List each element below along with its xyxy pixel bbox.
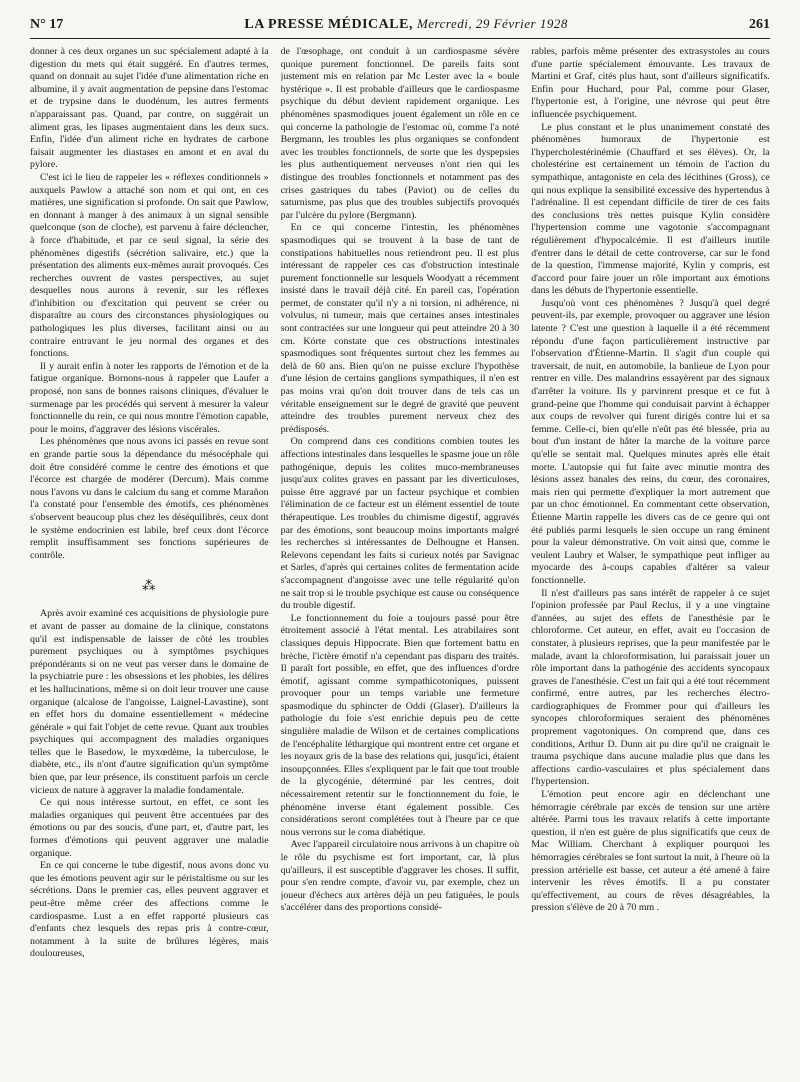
paragraph: En ce qui concerne le tube digestif, nous avons donc vu que les émotions peuvent agir sur le péristaltisme ou sur les sécrétions. Dans le premier cas, elles peuvent aggraver et peut-être même créer des affections comme le cardiospasme. Lust a en effet rapporté plusieurs cas d'enfants chez lesquels des repas pris à contre-cœur, notamment à la suite de brûlures légères, mais douloureuses,: [30, 860, 269, 960]
paragraph: Les phénomènes que nous avons ici passés en revue sont en grande partie sous la dépendance du mésocéphale qui doit être considéré comme le centre des émotions et que l'écorce est chargée de modérer (Dercum). Mais comme nous l'avons vu dans le calcium du sang et comme Marañon l'a constaté pour l'ensemble des émotifs, ces phénomènes s'observent beaucoup plus chez les déséquilibrés, ceux dont le système endocrinien est labile, bref ceux dont l'écorce remplit insuffisamment ses fonctions supérieures de contrôle.: [30, 436, 269, 561]
paragraph: rables, parfois même présenter des extrasystoles au cours d'une partie spécialement émouvante. Les travaux de Martini et Graf, cités plus haut, sont d'ailleurs significatifs. Enfin pour Huchard, pour Pal, comme pour Glaser, l'hypertonie est, à l'origine, une névrose qui peut être influencée psychiquement.: [531, 46, 770, 120]
header-rule: [30, 38, 770, 39]
paragraph: Il n'est d'ailleurs pas sans intérêt de rappeler à ce sujet l'opinion professée par Paul Reclus, il y a une vingtaine d'années, au sujet des effets de l'anesthésie par le chloroforme. Cet auteur, en effet, avait eu l'occasion de constater, à plusieurs reprises, que la peur manifestée par le malade, avant la chloroformisation, lui paraissait jouer un rôle important dans la pathogénie des accidents syncopaux graves de l'anesthésie. C'est un fait qui a été tout récemment confirmé, entre autres, par les recherches électro-cardiographiques de Frommer pour qui d'ailleurs les syncopes chloroformiques seraient des phénomènes proprement vagotoniques. On comprend que, dans ces conditions, Arthur D. Dunn ait pu dire qu'il ne craignait le trauma psychique dans aucune maladie plus que dans les affections cardio-vasculaires et plus spécialement dans l'hypertension.: [531, 587, 770, 788]
journal-name: LA PRESSE MÉDICALE,: [244, 17, 413, 32]
section-separator-asterism: ⁂: [141, 579, 157, 595]
column-3: [531, 46, 770, 1076]
paragraph: L'émotion peut encore agir en déclenchant une hémorragie cérébrale par excès de tension sur une artère altérée. Parmi tous les travaux relatifs à cette importante question, il n'en est guère de plus significatifs que ceux de Mac William. Cherchant à expliquer pourquoi les hémorragies cérébrales se font surtout la nuit, à l'heure où la pression artérielle est basse, cet auteur a été amené à faire intervenir les rêves émotifs. Il a pu constater qu'effectivement, au cours de rêves désagréables, la pression s'élève de 20 à 70 mm .: [531, 789, 770, 914]
paragraph: Il y aurait enfin à noter les rapports de l'émotion et de la fatigue organique. Bornons-nous à rappeler que Laufer a proposé, non sans de bonnes raisons cliniques, d'évaluer le surmenage par les procédés qui servent à mesurer la valeur fonctionnelle du rein, ce qui nous montre l'émotion capable, pour le moins, d'aggraver des lésions viscérales.: [30, 360, 269, 435]
paragraph: En ce qui concerne l'intestin, les phénomènes spasmodiques qui se trouvent à la base de tant de constipations habituelles nous retiendront peu. Il est plus intéressant de rappeler ces cas d'obstruction intestinale purement fonctionnelle sur lesquels Woodyatt a récemment insisté dans le travail déjà cité. En pareil cas, l'opération permet, de constater qu'il n'y a ni torsion, ni adhérence, ni volvulus, ni tumeur, mais que certaines anses intestinales sont contractées sur une longueur qui peut atteindre 20 à 30 cm. Kórte constate que ces obstructions intestinales spasmodiques sont fréquentes surtout chez les femmes au delà de 60 ans. Bien qu'on ne puisse exclure l'hypothèse d'une lésion de certains ganglions sympathiques, il n'en est pas moins vrai qu'on doit trouver dans de tels cas un véritable enseignement sur le degré de gravité que peuvent atteindre des troubles purement nerveux chez des prédisposés.: [280, 222, 520, 435]
column-1: [30, 46, 269, 1076]
paragraph: Après avoir examiné ces acquisitions de physiologie pure et avant de passer au domaine de la clinique, constatons qu'il est indispensable de laisser de côté les troubles purement psychiques ou à symptômes psychiques prépondérants si on ne veut pas verser dans le domaine de la psychiatrie pure : les obsessions et les phobies, les délires et les hallucinations, même si on doit leur trouver une cause organique (alcalose de l'angoisse, Laignel-Lavastine), sont en effet hors du domaine essentiellement « médecine générale » qui fait l'objet de cette revue. Quant aux troubles psychiques qui accompagnent des maladies organiques telles que le Basedow, le myxœdème, la tuberculose, le diabète, etc., ils n'ont d'autre signification qu'un symptôme bien que, par leur présence, ils constituent parfois un cercle vicieux de nature à aggraver la maladie fondamentale.: [30, 608, 269, 796]
page-number: 261: [748, 17, 770, 32]
issue-number: N° 17: [30, 17, 64, 32]
running-header: [30, 16, 770, 36]
paragraph: Le fonctionnement du foie a toujours passé pour être étroitement associé à l'état mental. Les atrabilaires sont classiques depuis Hippocrate. Bien que fortement battu en brèche, l'ictère émotif n'a cependant pas disparu des traités. Il paraît fort possible, en effet, que des influences d'ordre émotif, agissant comme sympathicotoniques, puissent provoquer pour un temps variable une fermeture spasmodique du sphincter de Oddi (Glaser). D'ailleurs la pathologie du foie s'est enrichie depuis peu de cette singulière maladie de Wilson et de certaines complications de l'encéphalite léthargique qui montrent entre cet organe et les noyaux gris de la base des relations qui, jusqu'ici, étaient insoupçonnées. Elles s'expliquent par le fait que tout trouble de la glycogénie, déterminé par les centres, doit nécessairement retentir sur le fonctionnement du foie, le phénomène inverse étant également possible. Ces considérations seront complétées tout à l'heure par ce que nous verrons sur le coma diabétique.: [280, 612, 520, 838]
paragraph: Ce qui nous intéresse surtout, en effet, ce sont les maladies organiques qui peuvent être accentuées par des émotions ou par des soucis, d'une part, et, d'autre part, les formes d'émotions qui peuvent aggraver une maladie organique.: [30, 797, 269, 859]
paragraph: Avec l'appareil circulatoire nous arrivons à un chapitre où le rôle du psychisme est fort important, car, là plus qu'ailleurs, il est susceptible d'aggraver les choses. Il suffit, pour s'en rendre compte, d'avoir vu, par exemple, chez un joueur d'échecs aux artères déjà un peu fatiguées, le pouls s'accélérer dans des proportions considé-: [280, 839, 520, 914]
journal-title-line: [244, 16, 567, 33]
paragraph: Le plus constant et le plus unanimement constaté des phénomènes humoraux de l'hypertonie est l'hypercholestérinémie (Chauffard et ses élèves). Or, la cholestérine est certainement un témoin de l'action du sympathique, antagoniste en cela des lécithines (Gross), ce qui nous explique la sensibilité excessive des hypertendus à l'adrénaline. Il est cependant difficile de tirer de ces faits des conclusions très nettes puisque Kylin considère l'hypertension comme une vagotonie s'accompagnant régulièrement d'hypocalcémie. Il est d'ailleurs inutile d'entrer dans le détail de cette controverse, car sur le fond de la question, l'immense majorité, Kylin y compris, est d'accord pour faire jouer un rôle important aux émotions dans les débuts de l'hypertonie essentielle.: [531, 121, 770, 297]
paragraph: de l'œsophage, ont conduit à un cardiospasme sévère quoique purement fonctionnel. De pareils faits sont justement mis en relation par Mc Lester avec la « boule hystérique ». Il est probable d'ailleurs que le cardiospasme psychique du début devient rapidement organique. Les phénomènes spasmodiques jouent également un rôle en ce qui concerne la pathologie de l'estomac où, comme l'a noté Bergmann, les troubles les plus organiques se confondent avec les troubles fonctionnels, de sorte que les dyspepsies les plus authentiquement nerveuses n'ont rien qui les distingue des troubles fonctionnels et notamment pas des crises gastriques du tabes (Paviot) ou de celles du saturnisme, pas plus que des troubles subjectifs provoqués par l'ulcère du pylore (Bergmann).: [280, 46, 520, 221]
text-columns: [30, 46, 770, 1076]
issue-date: Mercredi, 29 Février 1928: [416, 16, 568, 31]
paragraph: Jusqu'où vont ces phénomènes ? Jusqu'à quel degré peuvent-ils, par exemple, provoquer ou aggraver une lésion latente ? C'est une question à laquelle il a été récemment répondu d'une façon particulièrement instructive par l'observation d'Étienne-Martin. Il s'agit d'un couple qui traversait, de nuit, en automobile, la banlieue de Lyon pour rentrer en ville. Des malandrins essayèrent par des signaux d'arrêter la voiture. Ils y parvinrent presque et ce fut à grand-peine que l'homme qui conduisait parvint à échapper aux coups de revolver qui furent dirigés contre lui et sa femme. Celle-ci, bien qu'elle n'eût pas été blessée, pria au bout d'un instant de hâter la marche de la voiture parce qu'elle se sentait mal. Quelques minutes après elle était morte. L'autopsie qui fut faite avec minutie montra des lésions assez banales des reins, du cœur, des coronaires, mais rien qui permette d'expliquer la mort autrement que par un choc émotionnel. En commentant cette observation, Étienne Martin rappelle les divers cas de ce genre qui ont été publiés parmi lesquels le sien occupe un rang éminent pour la valeur démonstrative. On voit ainsi que, comme le veulent Laubry et Walser, le sympathique peut infliger au myocarde des à-coups capables d'altérer sa valeur fonctionnelle.: [531, 297, 770, 586]
column-2: [281, 46, 520, 1076]
paragraph: C'est ici le lieu de rappeler les « réflexes conditionnels » auxquels Pawlow a attaché son nom et qui ont, en ces matières, une signification si profonde. On sait que Pawlow, en donnant à manger à des animaux à un signal sensible quelconque (son de cloche), est parvenu à faire déclencher, à force d'habitude, et par ce seul signal, la série des phénomènes digestifs (sécrétion salivaire, etc.) que la présentation des aliments eux-mêmes aurait provoqués. Ces recherches ouvrent de vastes perspectives, au sujet desquelles nous aurons à revenir, sur les réflexes d'inhibition ou d'excitation qui peuvent se créer ou disparaître au cours des circonstances physiologiques ou pathologiques les plus diverses, facilitant ainsi ou au contraire entravant le jeu normal des organes et des fonctions.: [30, 171, 269, 360]
paragraph: donner à ces deux organes un suc spécialement adapté à la digestion du mets qui était suggéré. En d'autres termes, quand on donnait au sujet l'idée d'une alimentation riche en albumine, il y avait augmentation de pepsine dans l'estomac et de trypsine dans le duodénum, les autres ferments n'apparaissant pas. Quand, par contre, on suggérait un aliment gras, les lipases augmentaient dans les deux sucs. Enfin, l'idée d'un aliment riche en hydrates de carbone faisait augmenter les diastases en amont et en aval du pylore.: [30, 46, 269, 171]
paragraph: On comprend dans ces conditions combien toutes les affections intestinales dans lesquelles le spasme joue un rôle pathogénique, depuis les colites muco-membraneuses jusqu'aux colites graves en passant par les diverticuloses, puisse être aggravé par un facteur psychique et combien l'élimination de ce facteur est un élément essentiel de toute thérapeutique. Les troubles du chimisme digestif, aggravés par des émotions, sont beaucoup moins importants malgré les recherches si intéressantes de Delhougne et Hansen. Relevons cependant les faits si curieux notés par Savignac et Sarles, d'après qui certaines colites de fermentation acide s'accompagnent d'angoisse avec une telle régularité qu'on ne sait trop si le trouble psychique est cause ou conséquence du trouble digestif.: [280, 436, 520, 612]
